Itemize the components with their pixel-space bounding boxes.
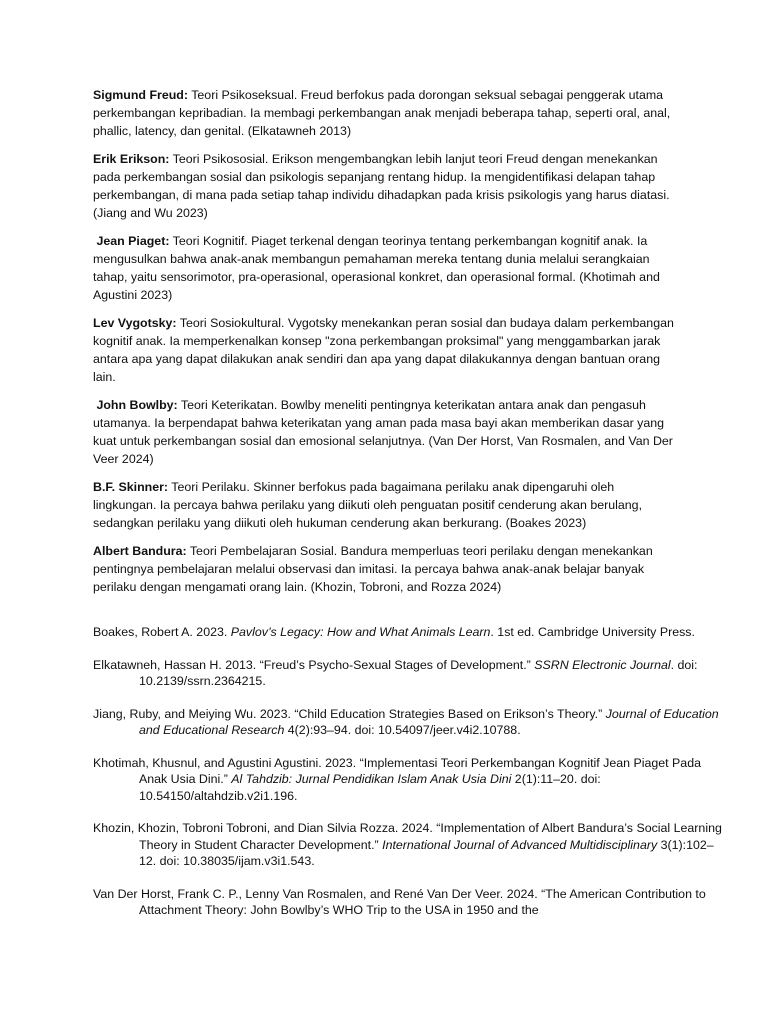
reference-title: International Journal of Advanced Multidisciplinary (382, 837, 658, 852)
reference-details: . doi: 10.2139/ssrn.2364215. (139, 657, 698, 688)
theory-paragraph-erikson (93, 150, 677, 222)
reference-entry-van-der-horst (93, 886, 723, 919)
reference-title: SSRN Electronic Journal (534, 657, 671, 672)
reference-entry-khotimah (93, 755, 723, 805)
reference-details: 4(2):93–94. doi: 10.54097/jeer.v4i2.10788. (284, 723, 521, 737)
reference-text: Jiang, Ruby, and Meiying Wu. 2023. “Child Education Strategies Based on Erikson’s Theory.” (93, 706, 606, 721)
theorist-name: Lev Vygotsky: (93, 316, 177, 330)
theory-paragraph-piaget (93, 232, 677, 304)
theory-text: Teori Sosiokultural. Vygotsky menekankan peran sosial dan budaya dalam perkembangan kognitif anak. Ia memperkenalkan konsep "zona perkembangan proksimal" yang menggambarkan jarak antara apa yang dapat dilakukan anak sendiri dan apa yang dapat dilakukannya dengan bantuan orang lain. (93, 316, 674, 384)
reference-entry-boakes (93, 624, 723, 641)
theory-text: Teori Psikoseksual. Freud berfokus pada dorongan seksual sebagai penggerak utama perkembangan kepribadian. Ia membagi perkembangan anak menjadi beberapa tahap, seperti oral, anal, phallic, latency, dan genital. (Elkatawneh 2013) (93, 88, 671, 138)
theory-paragraph-bowlby (93, 396, 677, 468)
theory-text: Teori Psikososial. Erikson mengembangkan lebih lanjut teori Freud dengan menekankan pada perkembangan sosial dan psikologis sepanjang rentang hidup. Ia mengidentifikasi delapan tahap perkembangan, di mana pada setiap tahap individu dihadapkan pada krisis psikologis yang harus diatasi. (Jiang and Wu 2023) (93, 152, 670, 220)
reference-text: Elkatawneh, Hassan H. 2013. “Freud’s Psycho-Sexual Stages of Development.” (93, 657, 535, 672)
theory-paragraph-bandura (93, 542, 677, 596)
reference-entry-jiang (93, 706, 723, 739)
reference-text: Boakes, Robert A. 2023. (93, 625, 231, 639)
theory-paragraph-freud (93, 86, 677, 140)
reference-title: Al Tahdzib: Jurnal Pendidikan Islam Anak Usia Dini (231, 772, 512, 786)
theorist-name: Albert Bandura: (93, 544, 187, 558)
theorist-name: Jean Piaget: (93, 234, 170, 248)
reference-details: 2(1):11–20. doi: 10.54150/altahdzib.v2i1.196. (139, 772, 601, 803)
reference-details: . 1st ed. Cambridge University Press. (490, 625, 695, 639)
reference-details: 3(1):102–12. doi: 10.38035/ijam.v3i1.543. (139, 837, 714, 868)
reference-text: Khozin, Khozin, Tobroni Tobroni, and Dian Silvia Rozza. 2024. “Implementation of Albert Bandura’s Social Learning Theory in Student Character Development.” (93, 821, 722, 852)
theorist-name: Sigmund Freud: (93, 88, 188, 102)
reference-entry-elkatawneh (93, 657, 723, 690)
theory-paragraph-vygotsky (93, 314, 677, 386)
theory-text: Teori Kognitif. Piaget terkenal dengan teorinya tentang perkembangan kognitif anak. Ia mengusulkan bahwa anak-anak membangun pemahaman mereka tentang dunia melalui serangkaian tahap, yaitu sensorimotor, pra-operasional, operasional konkret, dan operasional formal. (Khotimah and Agustini 2023) (93, 234, 660, 302)
theorist-name: B.F. Skinner: (93, 480, 169, 494)
theory-list (93, 86, 676, 596)
reference-text: Khotimah, Khusnul, and Agustini Agustini. 2023. “Implementasi Teori Perkembangan Kognitif Jean Piaget Pada Anak Usia Dini.” (93, 755, 701, 786)
theory-text: Teori Keterikatan. Bowlby meneliti pentingnya keterikatan antara anak dan pengasuh utamanya. Ia berpendapat bahwa keterikatan yang aman pada masa bayi akan memberikan dasar yang kuat untuk perkembangan sosial dan emosional selanjutnya. (Van Der Horst, Van Rosmalen, and Van Der Veer 2024) (93, 398, 673, 466)
reference-title: Journal of Education and Educational Research (139, 706, 719, 737)
theory-text: Teori Perilaku. Skinner berfokus pada bagaimana perilaku anak dipengaruhi oleh lingkungan. Ia percaya bahwa perilaku yang diikuti oleh penguatan positif cenderung akan berulang, sedangkan perilaku yang diikuti oleh hukuman cenderung akan berkurang. (Boakes 2023) (93, 480, 643, 530)
reference-list (93, 624, 722, 919)
theorist-name: Erik Erikson: (93, 152, 170, 166)
theory-paragraph-skinner (93, 478, 677, 532)
reference-text: Van Der Horst, Frank C. P., Lenny Van Rosmalen, and René Van Der Veer. 2024. “The American Contribution to Attachment Theory: John Bowlby’s WHO Trip to the USA in 1950 and the (93, 886, 706, 917)
reference-title: Pavlov’s Legacy: How and What Animals Learn (230, 625, 491, 639)
theory-text: Teori Pembelajaran Sosial. Bandura memperluas teori perilaku dengan menekankan pentingnya pembelajaran melalui observasi dan imitasi. Ia percaya bahwa anak-anak belajar banyak perilaku dengan mengamati orang lain. (Khozin, Tobroni, and Rozza 2024) (93, 544, 653, 594)
reference-entry-khozin (93, 820, 723, 870)
theorist-name: John Bowlby: (93, 398, 178, 412)
